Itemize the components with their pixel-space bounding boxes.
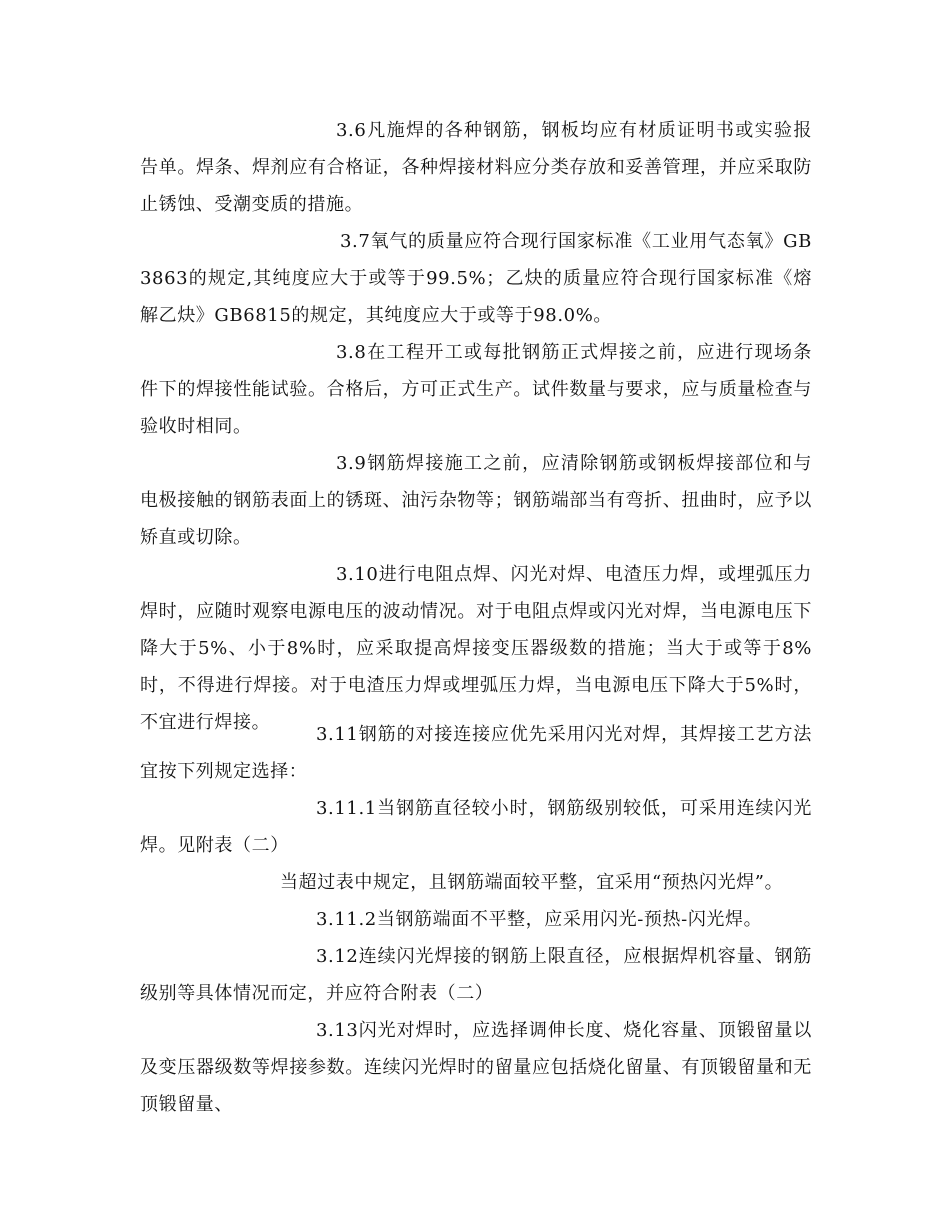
paragraph-3-11-1: 3.11.1当钢筋直径较小时，钢筋级别较低，可采用连续闪光焊。见附表（二） <box>140 798 812 856</box>
paragraph-3-10: 3.10进行电阻点焊、闪光对焊、电渣压力焊，或埋弧压力焊时，应随时观察电源电压的波动情况。对于电阻点焊或闪光对焊，当电源电压下降大于5%、小于8%时，应采取提高焊接变压器级数的措施；当大于或等于8%时，不得进行焊接。对于电渣压力焊或埋弧压力焊，当电源电压下降大于5%时，不宜进行焊接。 <box>140 564 812 733</box>
paragraph-3-13: 3.13闪光对焊时，应选择调伸长度、烧化容量、顶锻留量以及变压器级数等焊接参数。连续闪光焊时的留量应包括烧化留量、有顶锻留量和无顶锻留量、 <box>140 1020 812 1115</box>
paragraph-3-9: 3.9钢筋焊接施工之前，应清除钢筋或钢板焊接部位和与电极接触的钢筋表面上的锈斑、油污杂物等；钢筋端部当有弯折、扭曲时，应予以矫直或切除。 <box>140 453 812 548</box>
paragraph-3-11-2: 3.11.2当钢筋端面不平整，应采用闪光-预热-闪光焊。 <box>316 909 763 930</box>
paragraph-note: 当超过表中规定，且钢筋端面较平整，宜采用“预热闪光焊”。 <box>280 872 784 893</box>
paragraph-3-8: 3.8在工程开工或每批钢筋正式焊接之前，应进行现场条件下的焊接性能试验。合格后，方可正式生产。试件数量与要求，应与质量检查与验收时相同。 <box>140 342 812 437</box>
paragraph-3-11: 3.11钢筋的对接连接应优先采用闪光对焊，其焊接工艺方法宜按下列规定选择： <box>140 724 812 782</box>
paragraph-3-12: 3.12连续闪光焊接的钢筋上限直径，应根据焊机容量、钢筋级别等具体情况而定，并应符合附表（二） <box>140 946 812 1004</box>
paragraph-3-6: 3.6凡施焊的各种钢筋，钢板均应有材质证明书或实验报告单。焊条、焊剂应有合格证，各种焊接材料应分类存放和妥善管理，并应采取防止锈蚀、受潮变质的措施。 <box>140 120 812 215</box>
paragraph-3-7: 3.7氧气的质量应符合现行国家标准《工业用气态氧》GB3863的规定,其纯度应大于或等于99.5%；乙炔的质量应符合现行国家标准《熔解乙炔》GB6815的规定，其纯度应大于或等于98.0%。 <box>140 231 812 326</box>
